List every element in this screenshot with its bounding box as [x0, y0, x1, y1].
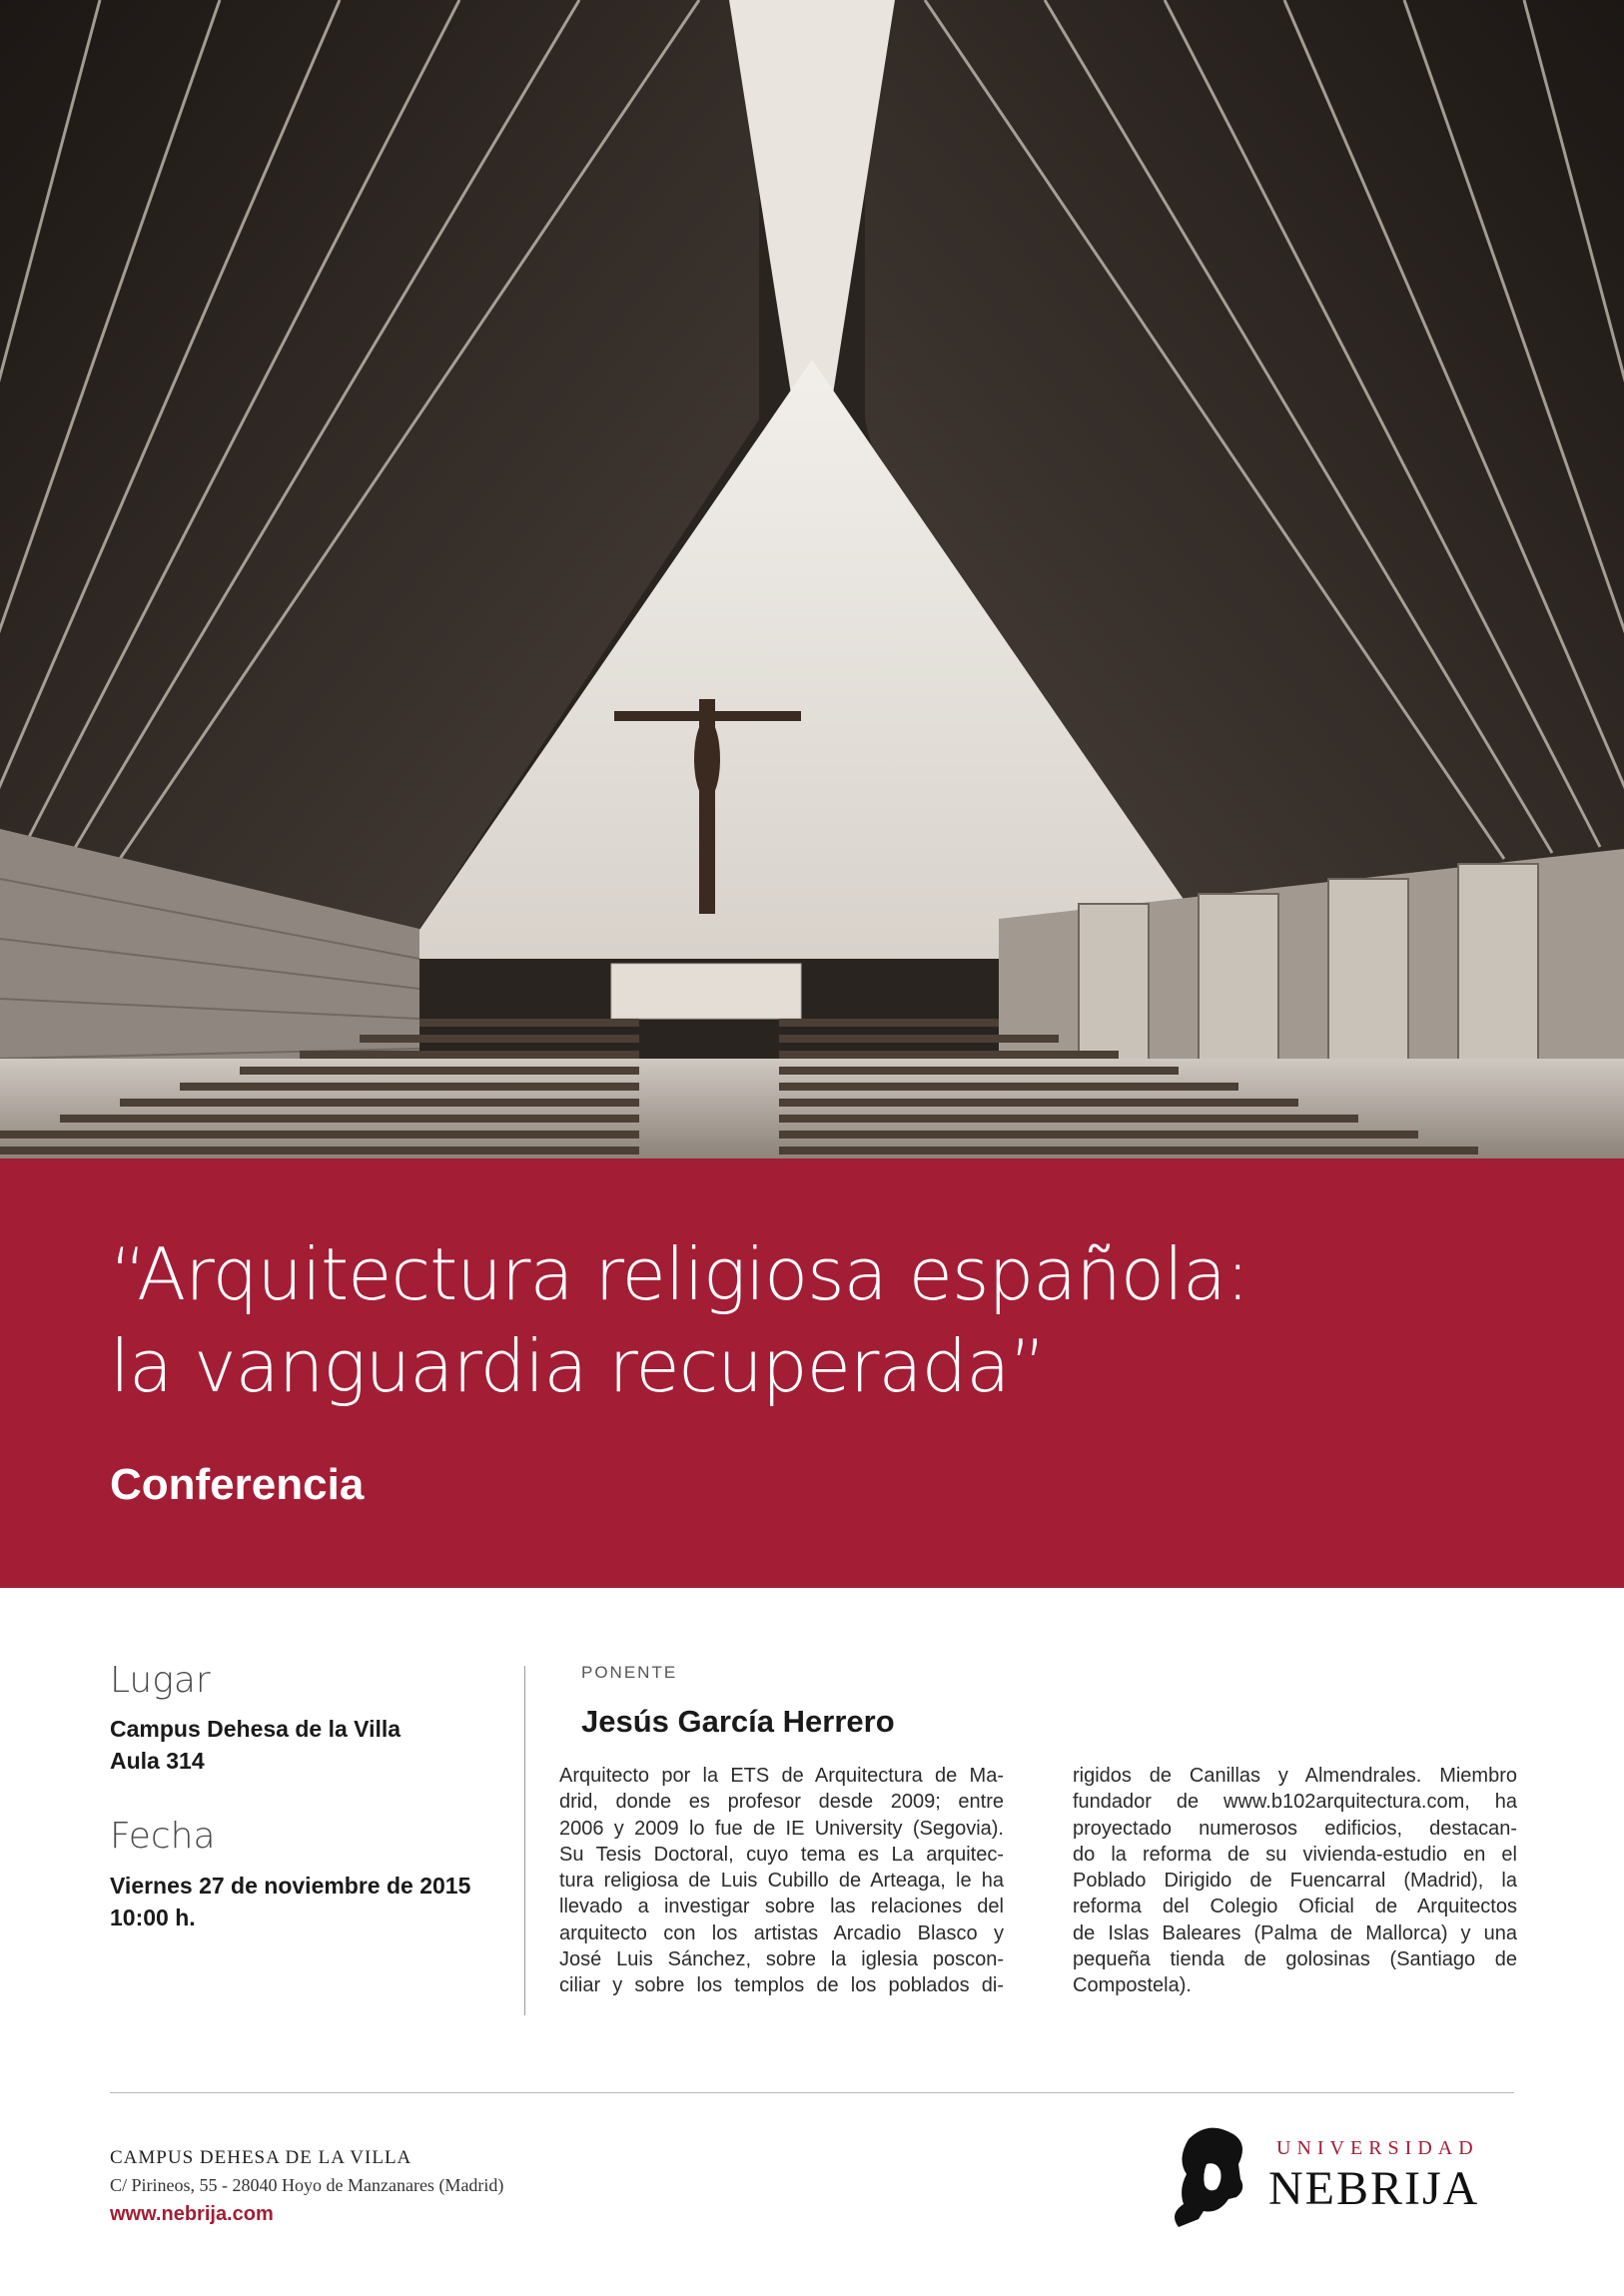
bio-line: reforma del Colegio Oficial de Arquitectos [1073, 1896, 1517, 1918]
footer-campus: CAMPUS DEHESA DE LA VILLA [110, 2147, 412, 2168]
column-divider [524, 1666, 525, 2015]
bio-line: Su Tesis Doctoral, cuyo tema es La arquitec- [559, 1843, 1004, 1866]
bio-line: llevado a investigar sobre las relaciones del [559, 1896, 1004, 1918]
lugar-campus: Campus Dehesa de la Villa [110, 1716, 402, 1742]
bio-line: drid, donde es profesor desde 2009; entre [559, 1791, 1004, 1814]
fecha-date: Viernes 27 de noviembre de 2015 [110, 1873, 471, 1899]
logo-nebrija-text: NEBRIJA [1268, 2162, 1480, 2215]
bio-line: do la reforma de su vivienda-estudio en el [1073, 1843, 1517, 1866]
fecha-label: Fecha [110, 1816, 216, 1857]
bio-line: 2006 y 2009 lo fue de IE University (Segovia). [559, 1817, 1004, 1840]
footer-divider [110, 2092, 1514, 2093]
bio-line: rigidos de Canillas y Almendrales. Miembro [1073, 1765, 1517, 1787]
lugar-aula: Aula 314 [110, 1748, 205, 1774]
event-type: Conferencia [110, 1460, 365, 1509]
bio-line: arquitecto con los artistas Arcadio Blasco y [559, 1921, 1004, 1944]
fecha-time: 10:00 h. [110, 1905, 196, 1930]
speaker-bio-column-1 [559, 1763, 1004, 1999]
bio-line: tura religiosa de Luis Cubillo de Arteaga, le ha [559, 1870, 1004, 1893]
lugar-label: Lugar [110, 1660, 211, 1701]
bio-line: fundador de www.b102arquitectura.com, ha [1073, 1791, 1517, 1814]
footer-address: C/ Pirineos, 55 - 28040 Hoyo de Manzanares (Madrid) [110, 2175, 504, 2195]
bio-line: Arquitecto por la ETS de Arquitectura de Ma- [559, 1765, 1004, 1787]
speaker-name: Jesús García Herrero [581, 1704, 895, 1739]
bio-line: José Luis Sánchez, sobre la iglesia poscon- [559, 1948, 1004, 1971]
nebrija-portrait-icon [1159, 2119, 1258, 2229]
bio-line: de Islas Baleares (Palma de Mallorca) y una [1073, 1921, 1517, 1944]
bio-line: proyectado numerosos edificios, destacan- [1073, 1817, 1517, 1840]
title-band [0, 1158, 1624, 1588]
event-title-line-2: la vanguardia recuperada” [110, 1324, 1046, 1408]
footer-website-link[interactable]: www.nebrija.com [110, 2203, 274, 2225]
nebrija-logo [1159, 2119, 1528, 2229]
speaker-bio-column-2 [1073, 1763, 1517, 1999]
event-title [110, 1228, 1568, 1412]
bio-line: pequeña tienda de golosinas (Santiago de [1073, 1948, 1517, 1971]
bio-line: ciliar y sobre los templos de los poblados di- [559, 1974, 1004, 1997]
bio-line: Compostela). [1073, 1974, 1192, 1997]
event-title-line-1: “Arquitectura religiosa española: [110, 1232, 1249, 1316]
ponente-label: PONENTE [581, 1663, 678, 1682]
bio-line: Poblado Dirigido de Fuencarral (Madrid), la [1073, 1870, 1517, 1893]
logo-university-text: UNIVERSIDAD [1276, 2137, 1479, 2159]
